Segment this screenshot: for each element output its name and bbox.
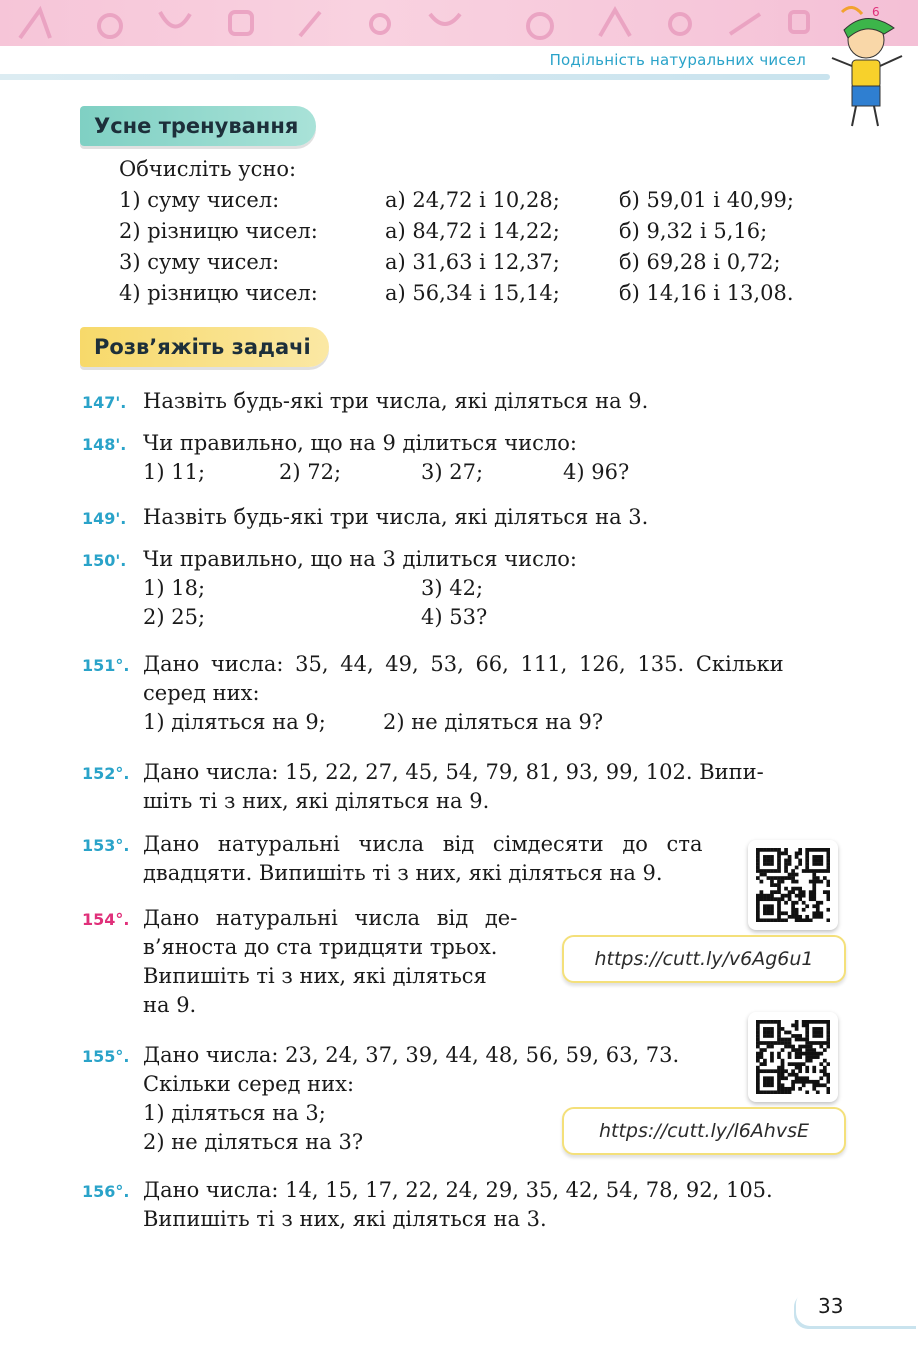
decorative-header-band xyxy=(0,0,918,46)
link-2[interactable]: https://cutt.ly/l6AhvsE xyxy=(562,1107,846,1155)
problems-heading: Розв’яжіть задачі xyxy=(80,327,329,367)
chapter-title: Подільність натуральних чисел xyxy=(549,51,806,69)
doodle-pattern-icon xyxy=(0,0,918,46)
mascot-boy-icon xyxy=(822,0,918,130)
oral-training-heading: Усне тренування xyxy=(80,106,316,146)
qr-code-icon xyxy=(756,1020,830,1094)
oral-intro: Обчисліть усно: xyxy=(119,157,297,181)
page-number-tab xyxy=(796,1290,918,1326)
header-divider xyxy=(0,74,830,80)
qr-code-icon xyxy=(756,848,830,922)
qr-code-2[interactable] xyxy=(748,1012,838,1102)
qr-code-1[interactable] xyxy=(748,840,838,930)
page-number: 33 xyxy=(818,1294,844,1318)
svg-text:6: 6 xyxy=(872,5,880,19)
link-1[interactable]: https://cutt.ly/v6Ag6u1 xyxy=(562,935,846,983)
